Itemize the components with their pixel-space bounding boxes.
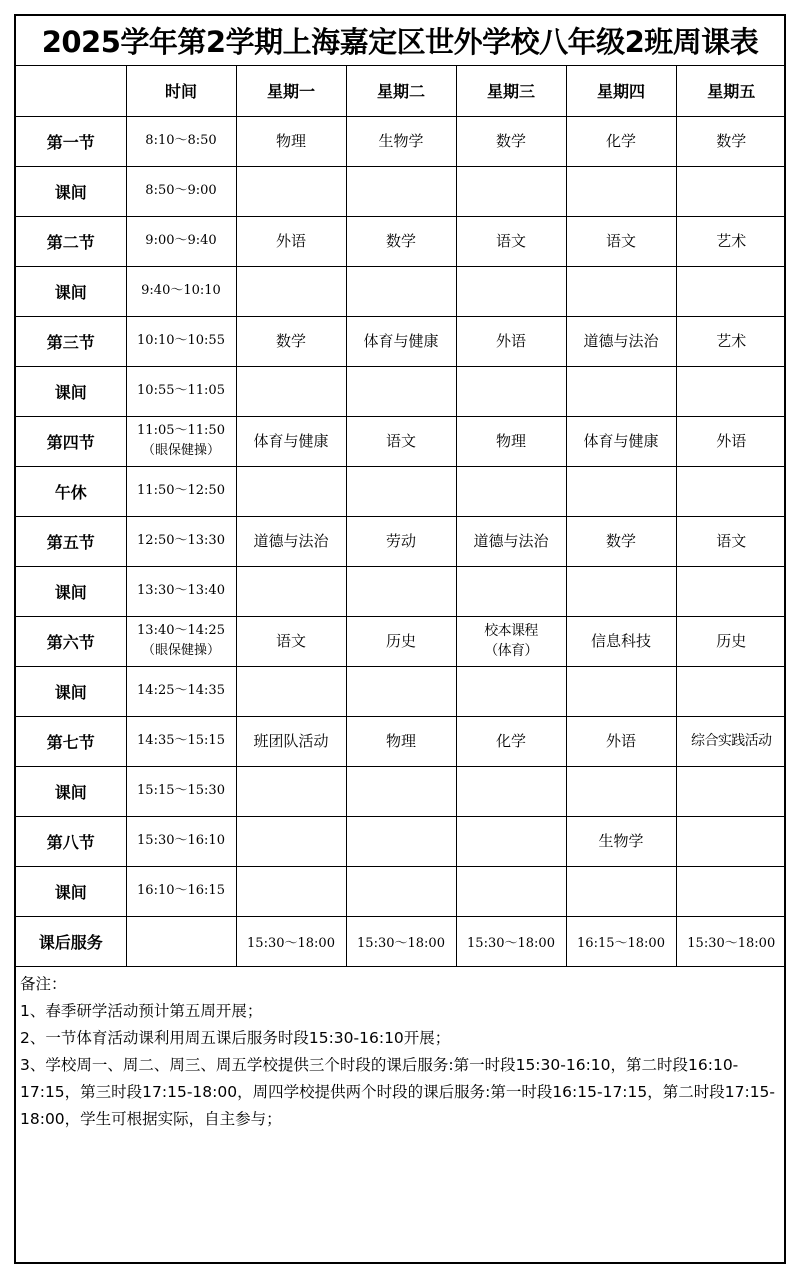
- subject-cell: [456, 866, 566, 916]
- subject-cell: 道德与法治: [566, 316, 676, 366]
- subject-cell: 外语: [566, 716, 676, 766]
- time-range: 9:40～10:10: [141, 283, 221, 298]
- subject-cell: [566, 666, 676, 716]
- subject-cell: [456, 566, 566, 616]
- subject-cell: 数学: [346, 216, 456, 266]
- subject-cell: 体育与健康: [346, 316, 456, 366]
- subject-cell: 数学: [566, 516, 676, 566]
- time-range: 14:25～14:35: [137, 683, 225, 698]
- subject-cell: [456, 466, 566, 516]
- timetable-row: [16, 216, 786, 266]
- note-item: 1、春季研学活动预计第五周开展；: [20, 1001, 263, 1020]
- time-range: 11:05～11:50: [137, 423, 225, 438]
- period-label: 第七节: [16, 716, 126, 766]
- subject-line: （体育）: [484, 643, 538, 659]
- period-label: 第三节: [16, 316, 126, 366]
- subject-cell: 数学: [236, 316, 346, 366]
- subject-cell: [236, 466, 346, 516]
- period-label: 课间: [16, 666, 126, 716]
- after-school-cell: 15:30～18:00: [676, 916, 786, 966]
- timetable-row: [16, 166, 786, 216]
- subject-cell: [346, 766, 456, 816]
- time-range: 9:00～9:40: [145, 233, 217, 248]
- subject-cell: [346, 366, 456, 416]
- subject-cell: 语文: [566, 216, 676, 266]
- period-label: 课间: [16, 766, 126, 816]
- timetable-row: [16, 266, 786, 316]
- timetable-row: [16, 616, 786, 666]
- subject-cell: [676, 366, 786, 416]
- after-school-cell: 15:30～18:00: [456, 916, 566, 966]
- header-row: [16, 66, 786, 116]
- subject-cell: [346, 166, 456, 216]
- time-cell: [126, 616, 236, 666]
- page-title: 2025学年第2学期上海嘉定区世外学校八年级2班周课表: [16, 16, 784, 66]
- timetable-sheet: [14, 14, 786, 1264]
- subject-cell: 外语: [456, 316, 566, 366]
- subject-cell: [346, 816, 456, 866]
- period-label: 第四节: [16, 416, 126, 466]
- after-school-row: [16, 916, 786, 966]
- timetable-row: [16, 416, 786, 466]
- subject-cell: [346, 666, 456, 716]
- timetable-row: [16, 466, 786, 516]
- subject-cell: 综合实践活动: [676, 716, 786, 766]
- after-school-cell: 15:30～18:00: [236, 916, 346, 966]
- subject-cell: 物理: [236, 116, 346, 166]
- time-cell: [126, 516, 236, 566]
- time-note: （眼保健操）: [141, 443, 220, 458]
- after-school-cell: 16:15～18:00: [566, 916, 676, 966]
- period-label: 课间: [16, 166, 126, 216]
- subject-cell: [676, 466, 786, 516]
- subject-cell: [236, 566, 346, 616]
- subject-cell: 物理: [456, 416, 566, 466]
- period-label: 课间: [16, 566, 126, 616]
- note-item: 3、学校周一、周二、周三、周五学校提供三个时段的课后服务:第一时段15:30-16:10，第二时段16:10-17:15，第三时段17:15-18:00，周四学校提供两个时段的课后服务:第一时段16:15-17:15，第二时段17:15-18:00，学生可根据实际，自主参与；: [20, 1055, 776, 1128]
- subject-cell: [236, 766, 346, 816]
- subject-cell: [676, 266, 786, 316]
- day-header: 星期一: [236, 66, 346, 116]
- subject-cell: [346, 266, 456, 316]
- subject-cell: [236, 666, 346, 716]
- time-cell: [126, 566, 236, 616]
- timetable-row: [16, 866, 786, 916]
- subject-cell: 劳动: [346, 516, 456, 566]
- notes-heading: 备注：: [20, 974, 67, 993]
- timetable-row: [16, 766, 786, 816]
- subject-cell: [566, 366, 676, 416]
- time-cell: [126, 166, 236, 216]
- subject-cell: [236, 166, 346, 216]
- time-cell: [126, 766, 236, 816]
- subject-cell: 体育与健康: [566, 416, 676, 466]
- time-cell: [126, 216, 236, 266]
- subject-cell: [456, 266, 566, 316]
- time-range: 13:30～13:40: [137, 583, 225, 598]
- time-range: 15:15～15:30: [137, 783, 225, 798]
- subject-cell: [346, 466, 456, 516]
- subject-cell: [676, 816, 786, 866]
- subject-cell: [566, 566, 676, 616]
- time-range: 14:35～15:15: [137, 733, 225, 748]
- subject-cell: 物理: [346, 716, 456, 766]
- subject-cell: 艺术: [676, 316, 786, 366]
- time-cell: [126, 266, 236, 316]
- time-range: 10:10～10:55: [137, 333, 225, 348]
- timetable-row: [16, 316, 786, 366]
- time-note: （眼保健操）: [141, 643, 220, 658]
- subject-cell: 道德与法治: [456, 516, 566, 566]
- after-school-cell: 15:30～18:00: [346, 916, 456, 966]
- subject-cell: 生物学: [566, 816, 676, 866]
- subject-cell: 生物学: [346, 116, 456, 166]
- subject-cell: 数学: [456, 116, 566, 166]
- after-school-label: 课后服务: [16, 916, 126, 966]
- period-label: 第二节: [16, 216, 126, 266]
- timetable-row: [16, 666, 786, 716]
- note-item: 2、一节体育活动课利用周五课后服务时段15:30-16:10开展；: [20, 1028, 451, 1047]
- day-header: 星期三: [456, 66, 566, 116]
- subject-cell: [236, 816, 346, 866]
- time-cell: [126, 116, 236, 166]
- subject-cell: [346, 866, 456, 916]
- subject-cell: 外语: [676, 416, 786, 466]
- time-range: 8:50～9:00: [145, 183, 217, 198]
- time-range: 10:55～11:05: [137, 383, 225, 398]
- time-cell: [126, 866, 236, 916]
- timetable: [16, 66, 786, 967]
- subject-cell: 艺术: [676, 216, 786, 266]
- subject-cell: 历史: [346, 616, 456, 666]
- subject-cell: 语文: [676, 516, 786, 566]
- subject-cell: [456, 666, 566, 716]
- time-range: 15:30～16:10: [137, 833, 225, 848]
- subject-cell: [456, 816, 566, 866]
- subject-line: 校本课程: [484, 623, 538, 639]
- time-cell: [126, 666, 236, 716]
- timetable-row: [16, 116, 786, 166]
- day-header: 星期五: [676, 66, 786, 116]
- subject-cell: [236, 366, 346, 416]
- time-cell: [126, 716, 236, 766]
- period-label: 课间: [16, 266, 126, 316]
- timetable-row: [16, 516, 786, 566]
- subject-cell: 化学: [456, 716, 566, 766]
- subject-cell: [456, 366, 566, 416]
- subject-cell: [566, 266, 676, 316]
- day-header: 星期四: [566, 66, 676, 116]
- subject-cell: [676, 666, 786, 716]
- subject-cell: [346, 566, 456, 616]
- time-range: 8:10～8:50: [145, 133, 217, 148]
- period-label: 第六节: [16, 616, 126, 666]
- subject-cell: [566, 866, 676, 916]
- timetable-row: [16, 816, 786, 866]
- period-label: 课间: [16, 366, 126, 416]
- subject-cell: 体育与健康: [236, 416, 346, 466]
- period-label: 第八节: [16, 816, 126, 866]
- subject-cell: [456, 616, 566, 666]
- notes-section: [16, 967, 784, 1133]
- subject-cell: [236, 266, 346, 316]
- subject-cell: 信息科技: [566, 616, 676, 666]
- time-cell: [126, 466, 236, 516]
- subject-cell: [676, 866, 786, 916]
- subject-cell: [456, 766, 566, 816]
- time-cell: [126, 816, 236, 866]
- timetable-row: [16, 566, 786, 616]
- period-label: 第一节: [16, 116, 126, 166]
- subject-cell: 语文: [346, 416, 456, 466]
- subject-cell: 语文: [456, 216, 566, 266]
- subject-cell: 外语: [236, 216, 346, 266]
- subject-cell: 道德与法治: [236, 516, 346, 566]
- subject-cell: 班团队活动: [236, 716, 346, 766]
- period-label: 第五节: [16, 516, 126, 566]
- subject-cell: 化学: [566, 116, 676, 166]
- subject-cell: [566, 166, 676, 216]
- time-cell: [126, 416, 236, 466]
- subject-cell: [236, 866, 346, 916]
- period-label: 课间: [16, 866, 126, 916]
- subject-cell: [676, 766, 786, 816]
- time-range: 13:40～14:25: [137, 623, 225, 638]
- after-school-time: [126, 916, 236, 966]
- time-cell: [126, 316, 236, 366]
- subject-cell: 历史: [676, 616, 786, 666]
- subject-cell: [456, 166, 566, 216]
- subject-cell: [676, 566, 786, 616]
- time-range: 11:50～12:50: [137, 483, 225, 498]
- corner-cell: [16, 66, 126, 116]
- time-cell: [126, 366, 236, 416]
- subject-cell: [566, 766, 676, 816]
- day-header: 星期二: [346, 66, 456, 116]
- subject-cell: [676, 166, 786, 216]
- time-header: 时间: [126, 66, 236, 116]
- time-range: 16:10～16:15: [137, 883, 225, 898]
- subject-cell: 数学: [676, 116, 786, 166]
- timetable-row: [16, 716, 786, 766]
- time-range: 12:50～13:30: [137, 533, 225, 548]
- timetable-row: [16, 366, 786, 416]
- subject-cell: [566, 466, 676, 516]
- period-label: 午休: [16, 466, 126, 516]
- subject-cell: 语文: [236, 616, 346, 666]
